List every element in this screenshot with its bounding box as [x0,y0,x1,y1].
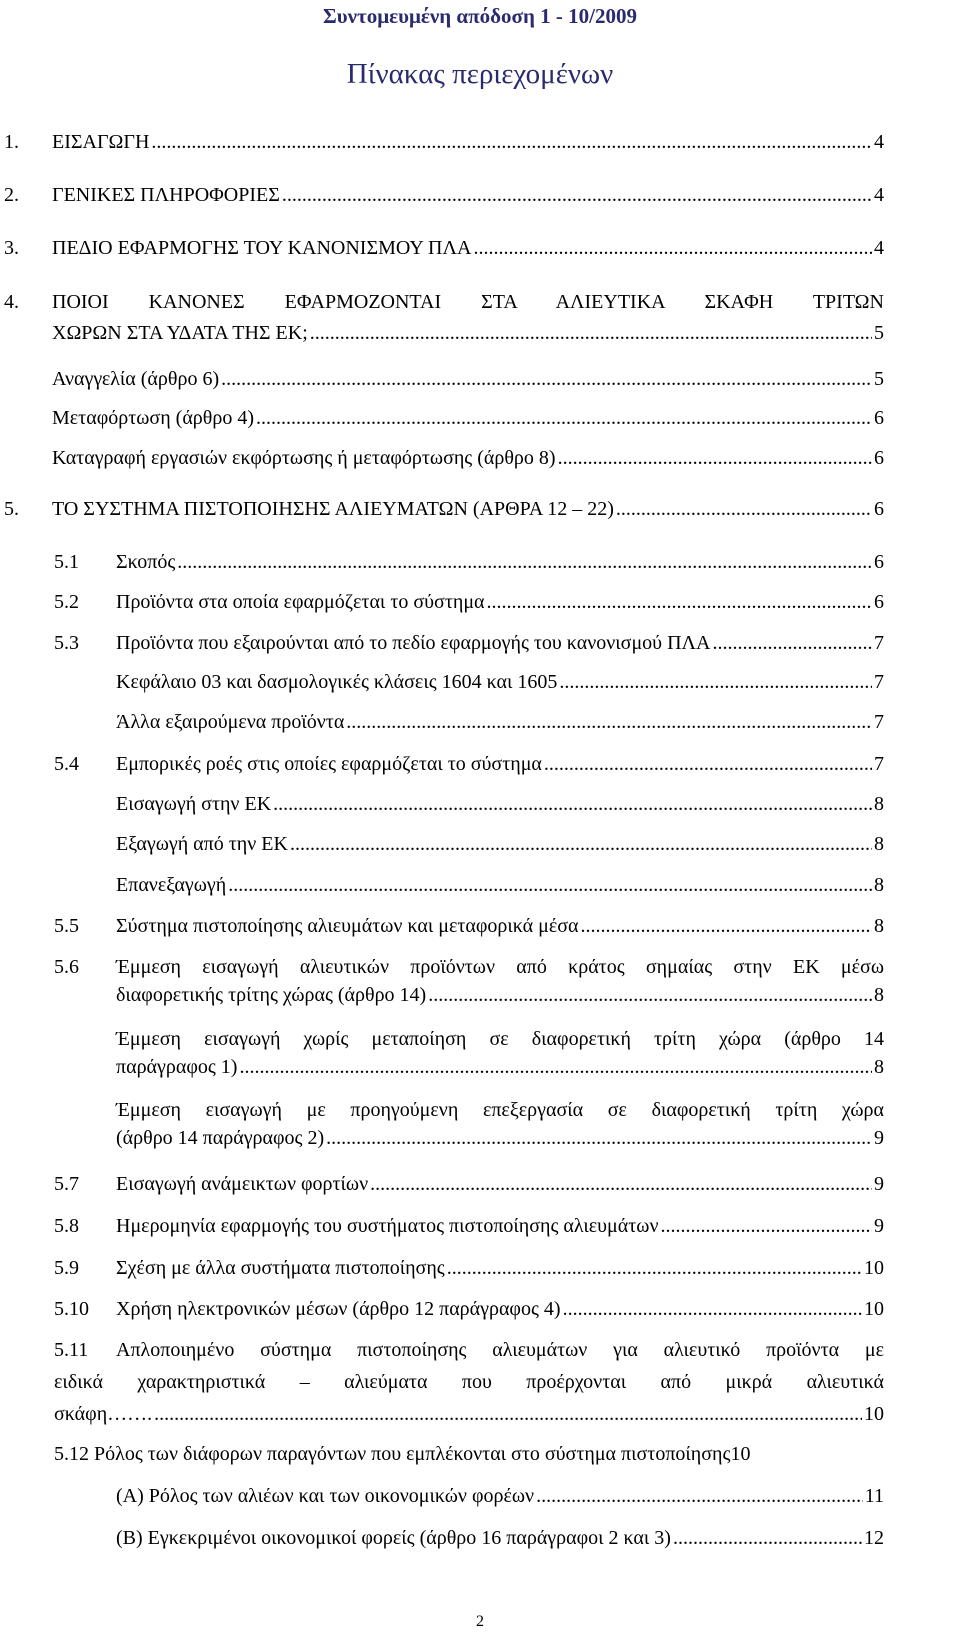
toc-entry-title: Ημερομηνία εφαρμογής του συστήματος πιστοποίησης αλιευμάτων [116,1215,659,1237]
toc-entry[interactable] [52,367,884,391]
toc-entry[interactable] [52,406,884,430]
dot-leader [544,752,872,776]
toc-entry-number: 5.6 [54,956,79,978]
dot-leader [221,367,872,391]
toc-entry[interactable] [54,1297,884,1321]
dot-leader [370,1172,872,1196]
toc-entry-page: 10 [730,1443,751,1465]
toc-entry-number: 5.4 [54,753,79,775]
toc-entry-title: 5.12 Ρόλος των διάφορων παραγόντων που εμπλέκονται στο σύστημα πιστοποίησης [54,1443,731,1465]
toc-entry[interactable] [54,914,884,938]
toc-entry-number: 2. [4,184,19,206]
toc-entry-page: 7 [874,753,884,775]
toc-entry-title: ΧΩΡΩΝ ΣΤΑ ΥΔΑΤΑ ΤΗΣ ΕΚ; [52,322,308,344]
toc-entry-number: 5.1 [54,551,79,573]
toc-entry-page: 10 [864,1403,884,1425]
dot-leader [177,550,872,574]
toc-entry-title-line: ΠΟΙΟΙ ΚΑΝΟΝΕΣ ΕΦΑΡΜΟΖΟΝΤΑΙ ΣΤΑ ΑΛΙΕΥΤΙΚΑ ΣΚΑΦΗ ΤΡΙΤΩΝ [52,291,884,313]
toc-entry-title-line: Έμμεση εισαγωγή αλιευτικών προϊόντων από κράτος σημαίας στην ΕΚ μέσω [116,956,884,978]
toc-entry-title: παράγραφος 1) [116,1056,238,1078]
toc-entry-title: Εξαγωγή από την ΕΚ [116,833,288,855]
dot-leader [154,1402,862,1426]
dot-leader [228,873,872,897]
toc-entry[interactable] [4,130,884,154]
toc-entry-page: 8 [874,984,884,1006]
toc-entry-page: 8 [874,793,884,815]
toc-entry-title: Προϊόντα στα οποία εφαρμόζεται το σύστημα [116,591,485,613]
toc-entry-page: 7 [874,671,884,693]
toc-entry-title: σκάφη……. [54,1403,153,1425]
toc-entry-number: 5.3 [54,632,79,654]
toc-entry-number: 5.5 [54,915,79,937]
toc-entry-number: 1. [4,131,19,153]
toc-entry[interactable] [54,752,884,776]
dot-leader [616,497,872,521]
toc-entry-title: Εισαγωγή στην ΕΚ [116,793,272,815]
toc-entry-page: 8 [874,1056,884,1078]
toc-entry-title: Προϊόντα που εξαιρούνται από το πεδίο εφαρμογής του κανονισμού ΠΛΑ [116,632,711,654]
toc-entry-title: Αναγγελία (άρθρο 6) [52,368,220,390]
toc-entry-title-line: Έμμεση εισαγωγή με προηγούμενη επεξεργασία σε διαφορετική τρίτη χώρα [116,1099,884,1121]
dot-leader [581,914,872,938]
toc-entry-page: 6 [874,447,884,469]
toc-entry[interactable] [54,1442,884,1466]
toc-entry-page: 6 [874,498,884,520]
dot-leader [346,710,872,734]
toc-entry-title: Καταγραφή εργασιών εκφόρτωσης ή μεταφόρτωσης (άρθρο 8) [52,447,556,469]
toc-entry-title: Κεφάλαιο 03 και δασμολογικές κλάσεις 1604 και 1605 [116,671,558,693]
toc-entry[interactable] [4,497,884,521]
toc-entry-page: 8 [874,874,884,896]
toc-entry-title: ΓΕΝΙΚΕΣ ΠΛΗΡΟΦΟΡΙΕΣ [52,184,280,206]
toc-title: Πίνακας περιεχομένων [346,58,614,90]
toc-entry[interactable] [54,955,884,1007]
toc-entry-title: Χρήση ηλεκτρονικών μέσων (άρθρο 12 παράγραφος 4) [116,1298,561,1320]
dot-leader [558,446,872,470]
toc-entry[interactable] [116,710,884,734]
dot-leader [428,983,872,1007]
toc-entry-title-line: Απλοποιημένο σύστημα πιστοποίησης αλιευμάτων για αλιευτικό προϊόντα με [116,1339,884,1361]
toc-entry-number: 5.8 [54,1215,79,1237]
toc-entry[interactable] [116,832,884,856]
toc-entry-page: 8 [874,833,884,855]
dot-leader [563,1297,862,1321]
dot-leader [273,792,872,816]
dot-leader [473,236,872,260]
toc-entry-title: ΤΟ ΣΥΣΤΗΜΑ ΠΙΣΤΟΠΟΙΗΣΗΣ ΑΛΙΕΥΜΑΤΩΝ (ΑΡΘΡΑ 12 – 22) [52,498,614,520]
toc-entry[interactable] [54,631,884,655]
toc-entry-number: 5. [4,498,19,520]
toc-entry[interactable] [54,1214,884,1238]
toc-entry-number: 5.10 [54,1298,89,1320]
dot-leader [282,183,872,207]
toc-entry-page: 9 [874,1215,884,1237]
toc-entry[interactable] [116,670,884,694]
dot-leader [559,670,872,694]
toc-entry-title: Σύστημα πιστοποίησης αλιευμάτων και μεταφορικά μέσα [116,915,579,937]
page-number: 2 [476,1613,484,1630]
toc-entry-number: 3. [4,237,19,259]
toc-entry-number: 4. [4,291,19,313]
toc-entry[interactable] [52,446,884,470]
toc-entry-page: 6 [874,407,884,429]
toc-entry[interactable] [116,1098,884,1150]
toc-entry-page: 6 [874,551,884,573]
toc-entry[interactable] [4,183,884,207]
toc-entry-title: Εισαγωγή ανάμεικτων φορτίων [116,1173,369,1195]
toc-entry-page: 4 [874,237,884,259]
toc-entry-page: 5 [874,368,884,390]
toc-entry-title: Μεταφόρτωση (άρθρο 4) [52,407,255,429]
toc-entry[interactable] [116,873,884,897]
toc-entry-title: Άλλα εξαιρούμενα προϊόντα [116,711,345,733]
toc-entry-title: (A) Ρόλος των αλιέων και των οικονομικών φορέων [116,1485,535,1507]
toc-entry-page: 7 [874,711,884,733]
toc-entry[interactable] [54,1256,884,1280]
dot-leader [310,321,872,345]
dot-leader [712,631,872,655]
toc-entry-number: 5.2 [54,591,79,613]
toc-entry[interactable] [54,590,884,614]
toc-entry-page: 8 [874,915,884,937]
toc-entry[interactable] [4,290,884,345]
toc-entry-page: 10 [864,1257,884,1279]
dot-leader [151,130,872,154]
toc-entry-title-line: Έμμεση εισαγωγή χωρίς μεταποίηση σε διαφορετική τρίτη χώρα (άρθρο 14 [116,1028,884,1050]
dot-leader [326,1126,872,1150]
toc-entry-page: 9 [874,1173,884,1195]
toc-entry-title: (B) Εγκεκριμένοι οικονομικοί φορείς (άρθρο 16 παράγραφοι 2 και 3) [116,1527,671,1549]
toc-entry-number: 5.11 [54,1339,89,1361]
toc-entry[interactable] [116,1526,884,1550]
toc-entry-page: 7 [874,632,884,654]
toc-entry-title: (άρθρο 14 παράγραφος 2) [116,1127,325,1149]
toc-entry-page: 6 [874,591,884,613]
toc-entry-page: 9 [874,1127,884,1149]
toc-entry-title: Επανεξαγωγή [116,874,227,896]
document-header: Συντομευμένη απόδοση 1 - 10/2009 [323,4,637,28]
toc-entry-title: ΠΕΔΙΟ ΕΦΑΡΜΟΓΗΣ ΤΟΥ ΚΑΝΟΝΙΣΜΟΥ ΠΛΑ [52,237,472,259]
dot-leader [447,1256,862,1280]
toc-entry-title-line: ειδικά χαρακτηριστικά – αλιεύματα που προέρχονται από μικρά αλιευτικά [54,1371,884,1393]
toc-entry[interactable] [4,236,884,260]
toc-entry-number: 5.9 [54,1257,79,1279]
dot-leader [673,1526,862,1550]
toc-entry-page: 4 [874,131,884,153]
dot-leader [487,590,872,614]
dot-leader [256,406,872,430]
toc-entry-page: 11 [864,1485,884,1507]
toc-entry-page: 10 [864,1298,884,1320]
toc-entry-title: ΕΙΣΑΓΩΓΗ [52,131,150,153]
dot-leader [239,1055,872,1079]
toc-entry[interactable] [116,792,884,816]
dot-leader [536,1484,863,1508]
toc-entry[interactable] [54,1172,884,1196]
toc-entry[interactable] [54,550,884,574]
toc-entry[interactable] [116,1484,884,1508]
toc-entry-number: 5.7 [54,1173,79,1195]
toc-entry[interactable] [116,1027,884,1079]
toc-entry-page: 4 [874,184,884,206]
toc-entry-title: Σχέση με άλλα συστήματα πιστοποίησης [116,1257,445,1279]
toc-entry-title: διαφορετικής τρίτης χώρας (άρθρο 14) [116,984,427,1006]
dot-leader [290,832,872,856]
toc-entry-title: Εμπορικές ροές στις οποίες εφαρμόζεται το σύστημα [116,753,542,775]
toc-entry-title: Σκοπός [116,551,176,573]
toc-entry-page: 5 [874,322,884,344]
toc-entry[interactable] [54,1338,884,1426]
toc-entry-page: 12 [864,1527,884,1549]
dot-leader [660,1214,872,1238]
